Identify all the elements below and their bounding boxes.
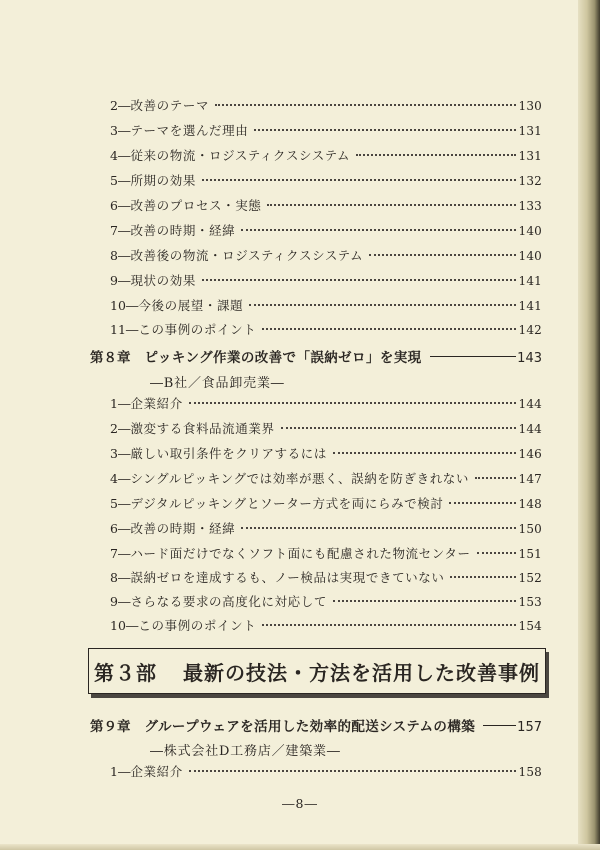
leader-dots [475, 477, 516, 479]
chapter-heading [90, 715, 542, 735]
entry-number: 6 [110, 198, 118, 213]
toc-entry: 4 ― シングルピッキングでは効率が悪く、誤納を防ぎきれない 147 [110, 471, 542, 486]
entry-title: デジタルピッキングとソーター方式を両にらみで検討 [130, 496, 444, 511]
entry-page: 140 [518, 249, 542, 263]
toc-entry: 3 ― 厳しい取引条件をクリアするには 146 [110, 446, 542, 461]
entry-page: 147 [518, 472, 542, 486]
entry-number: 4 [110, 148, 118, 163]
part-heading-box [88, 648, 546, 694]
entry-title: 企業紹介 [130, 764, 183, 779]
entry-number: 8 [110, 248, 118, 263]
leader-dots [262, 624, 516, 626]
chapter-heading [90, 346, 542, 366]
toc-entry: 3 ― テーマを選んだ理由 131 [110, 123, 542, 138]
entry-page: 133 [518, 199, 542, 213]
leader-dots [333, 452, 517, 454]
page-number: ―8― [282, 796, 318, 811]
entry-number: 11 [110, 322, 126, 337]
entry-number: 5 [110, 173, 118, 188]
chapter-title: グループウェアを活用した効率的配送システムの構築 [144, 719, 476, 735]
entry-page: 132 [518, 174, 542, 188]
entry-number: 4 [110, 471, 118, 486]
toc-entry: 9 ― 現状の効果 141 [110, 273, 542, 288]
leader-dots [477, 552, 517, 554]
entry-title: 所期の効果 [130, 173, 196, 188]
entry-number: 9 [110, 594, 118, 609]
leader-dots [202, 179, 517, 181]
leader-dots [450, 576, 516, 578]
entry-page: 141 [518, 274, 542, 288]
leader-dots [262, 328, 516, 330]
entry-title: さらなる要求の高度化に対応して [130, 594, 327, 609]
chapter-page: 157 [517, 720, 542, 735]
entry-title: 企業紹介 [130, 396, 183, 411]
leader-dots [369, 254, 516, 256]
toc-entry: 6 ― 改善の時期・経緯 150 [110, 521, 542, 536]
entry-title: シングルピッキングでは効率が悪く、誤納を防ぎきれない [130, 471, 469, 486]
entry-page: 151 [518, 547, 542, 561]
entry-title: 改善後の物流・ロジスティクスシステム [130, 248, 364, 263]
toc-entry: 10 ― この事例のポイント 154 [110, 618, 542, 633]
entry-title: テーマを選んだ理由 [130, 123, 249, 138]
leader-dots [189, 402, 517, 404]
toc-entry: 2 ― 改善のテーマ 130 [110, 98, 542, 113]
entry-page: 131 [518, 149, 542, 163]
entry-page: 146 [518, 447, 542, 461]
entry-number: 1 [110, 396, 118, 411]
entry-page: 150 [518, 522, 542, 536]
chapter-title: ピッキング作業の改善で「誤納ゼロ」を実現 [144, 350, 422, 366]
toc-entry: 5 ― デジタルピッキングとソーター方式を両にらみで検討 148 [110, 496, 542, 511]
entry-number: 9 [110, 273, 118, 288]
toc-entry: 8 ― 改善後の物流・ロジスティクスシステム 140 [110, 248, 542, 263]
leader-dots [215, 104, 516, 106]
entry-number: 10 [110, 298, 126, 313]
chapter-label: 第８章 [90, 350, 131, 366]
entry-title: 今後の展望・課題 [138, 298, 244, 313]
entry-title: この事例のポイント [138, 322, 257, 337]
leader-dots [449, 502, 516, 504]
entry-title: 改善の時期・経緯 [130, 223, 236, 238]
toc-entry: 11 ― この事例のポイント 142 [110, 322, 542, 337]
toc-entry: 5 ― 所期の効果 132 [110, 173, 542, 188]
entry-page: 152 [518, 571, 542, 585]
entry-page: 130 [518, 99, 542, 113]
toc-entry: 9 ― さらなる要求の高度化に対応して 153 [110, 594, 542, 609]
toc-entry: 7 ― ハード面だけでなくソフト面にも配慮された物流センター 151 [110, 546, 542, 561]
entry-title: ハード面だけでなくソフト面にも配慮された物流センター [130, 546, 471, 561]
entry-page: 153 [518, 595, 542, 609]
leader-dots [267, 204, 516, 206]
entry-page: 144 [518, 397, 542, 411]
leader-dots [241, 527, 516, 529]
entry-title: 誤納ゼロを達成するも、ノー検品は実現できていない [130, 570, 445, 585]
entry-title: 厳しい取引条件をクリアするには [130, 446, 327, 461]
entry-number: 7 [110, 546, 118, 561]
toc-entry: 7 ― 改善の時期・経緯 140 [110, 223, 542, 238]
part-label: 第３部 [94, 660, 157, 685]
leader-line [483, 725, 516, 726]
leader-dots [249, 304, 516, 306]
entry-title: 改善のプロセス・実態 [130, 198, 262, 213]
entry-number: 10 [110, 618, 126, 633]
entry-number: 3 [110, 123, 118, 138]
entry-title: この事例のポイント [138, 618, 257, 633]
chapter-label: 第９章 [90, 719, 131, 735]
toc-entry: 1 ― 企業紹介 158 [110, 764, 542, 779]
entry-page: 131 [518, 124, 542, 138]
toc-entry: 8 ― 誤納ゼロを達成するも、ノー検品は実現できていない 152 [110, 570, 542, 585]
entry-number: 1 [110, 764, 118, 779]
entry-page: 144 [518, 422, 542, 436]
entry-number: 5 [110, 496, 118, 511]
entry-page: 158 [518, 765, 542, 779]
chapter-page: 143 [517, 351, 542, 366]
leader-line [430, 356, 517, 357]
toc-entry: 2 ― 激変する食料品流通業界 144 [110, 421, 542, 436]
entry-page: 148 [518, 497, 542, 511]
entry-title: 激変する食料品流通業界 [130, 421, 275, 436]
entry-number: 6 [110, 521, 118, 536]
entry-title: 従来の物流・ロジスティクスシステム [130, 148, 351, 163]
entry-title: 改善の時期・経緯 [130, 521, 236, 536]
entry-page: 141 [518, 299, 542, 313]
leader-dots [281, 427, 517, 429]
entry-title: 改善のテーマ [130, 98, 210, 113]
entry-number: 2 [110, 421, 118, 436]
chapter-subtitle: ―B社／食品卸売業― [150, 376, 285, 391]
entry-number: 8 [110, 570, 118, 585]
leader-dots [333, 600, 517, 602]
toc-entry: 10 ― 今後の展望・課題 141 [110, 298, 542, 313]
leader-dots [189, 770, 517, 772]
toc-entry: 4 ― 従来の物流・ロジスティクスシステム 131 [110, 148, 542, 163]
toc-entry: 1 ― 企業紹介 144 [110, 396, 542, 411]
part-title: 最新の技法・方法を活用した改善事例 [183, 660, 540, 685]
chapter-subtitle: ―株式会社D工務店／建築業― [150, 744, 341, 759]
entry-title: 現状の効果 [130, 273, 196, 288]
leader-dots [254, 129, 516, 131]
entry-page: 154 [518, 619, 542, 633]
leader-dots [202, 279, 517, 281]
entry-page: 142 [518, 323, 542, 337]
toc-entry: 6 ― 改善のプロセス・実態 133 [110, 198, 542, 213]
leader-dots [356, 154, 516, 156]
entry-page: 140 [518, 224, 542, 238]
leader-dots [241, 229, 516, 231]
entry-number: 2 [110, 98, 118, 113]
entry-number: 3 [110, 446, 118, 461]
entry-number: 7 [110, 223, 118, 238]
